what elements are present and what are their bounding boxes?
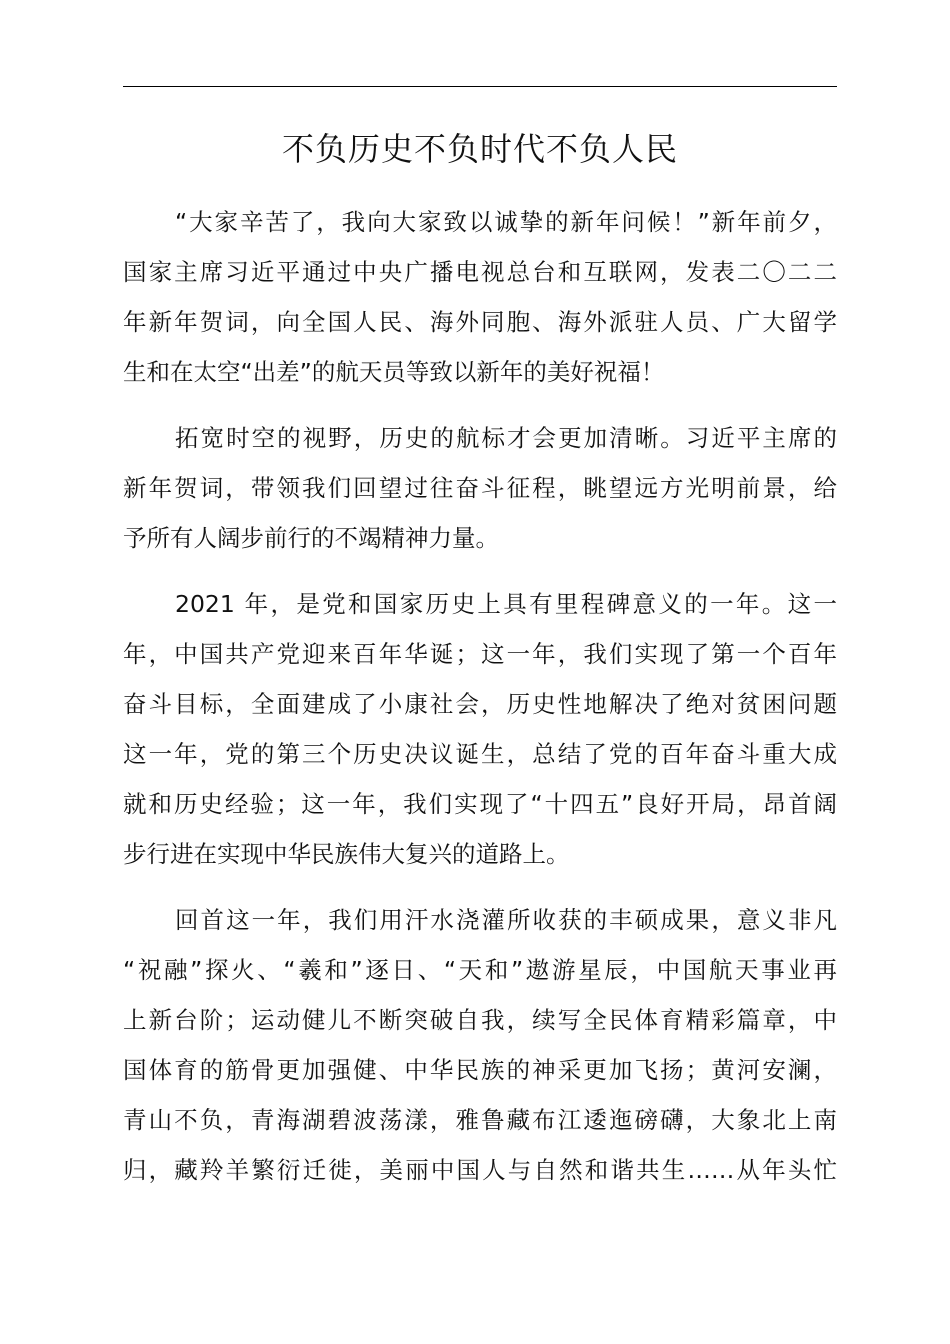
paragraph-line: 奋斗目标，全面建成了小康社会，历史性地解决了绝对贫困问题: [123, 690, 837, 718]
document-title: 不负历史不负时代不负人民: [281, 130, 678, 168]
paragraph-line: “大家辛苦了，我向大家致以诚挚的新年问候！”新年前夕，: [175, 208, 837, 236]
paragraph-line: 步行进在实现中华民族伟大复兴的道路上。: [123, 840, 570, 868]
paragraph-line: 新年贺词，带领我们回望过往奋斗征程，眺望远方光明前景，给: [123, 474, 837, 502]
paragraph-line: 归，藏羚羊繁衍迁徙，美丽中国人与自然和谐共生……从年头忙: [123, 1156, 837, 1184]
paragraph-line: 年新年贺词，向全国人民、海外同胞、海外派驻人员、广大留学: [123, 308, 837, 336]
paragraph-line: 回首这一年，我们用汗水浇灌所收获的丰硕成果，意义非凡: [175, 906, 837, 934]
paragraph-line: 年，中国共产党迎来百年华诞；这一年，我们实现了第一个百年: [123, 640, 837, 668]
paragraph-line: 国家主席习近平通过中央广播电视总台和互联网，发表二〇二二: [123, 258, 837, 286]
paragraph-line: 予所有人阔步前行的不竭精神力量。: [123, 524, 499, 552]
paragraph-line: 青山不负，青海湖碧波荡漾，雅鲁藏布江逶迤磅礴，大象北上南: [123, 1106, 837, 1134]
header-rule: [123, 86, 837, 87]
paragraph-line: 生和在太空“出差”的航天员等致以新年的美好祝福！: [123, 358, 665, 386]
paragraph-line: “祝融”探火、“羲和”逐日、“天和”遨游星辰，中国航天事业再: [123, 956, 837, 984]
paragraph-line: 拓宽时空的视野，历史的航标才会更加清晰。习近平主席的: [175, 424, 837, 452]
paragraph-line: 上新台阶；运动健儿不断突破自我，续写全民体育精彩篇章，中: [123, 1006, 837, 1034]
paragraph-line: 国体育的筋骨更加强健、中华民族的神采更加飞扬；黄河安澜，: [123, 1056, 837, 1084]
paragraph-line: 就和历史经验；这一年，我们实现了“十四五”良好开局，昂首阔: [123, 790, 837, 818]
paragraph-line: 这一年，党的第三个历史决议诞生，总结了党的百年奋斗重大成: [123, 740, 837, 768]
paragraph-line: 2021 年，是党和国家历史上具有里程碑意义的一年。这一: [175, 590, 837, 618]
